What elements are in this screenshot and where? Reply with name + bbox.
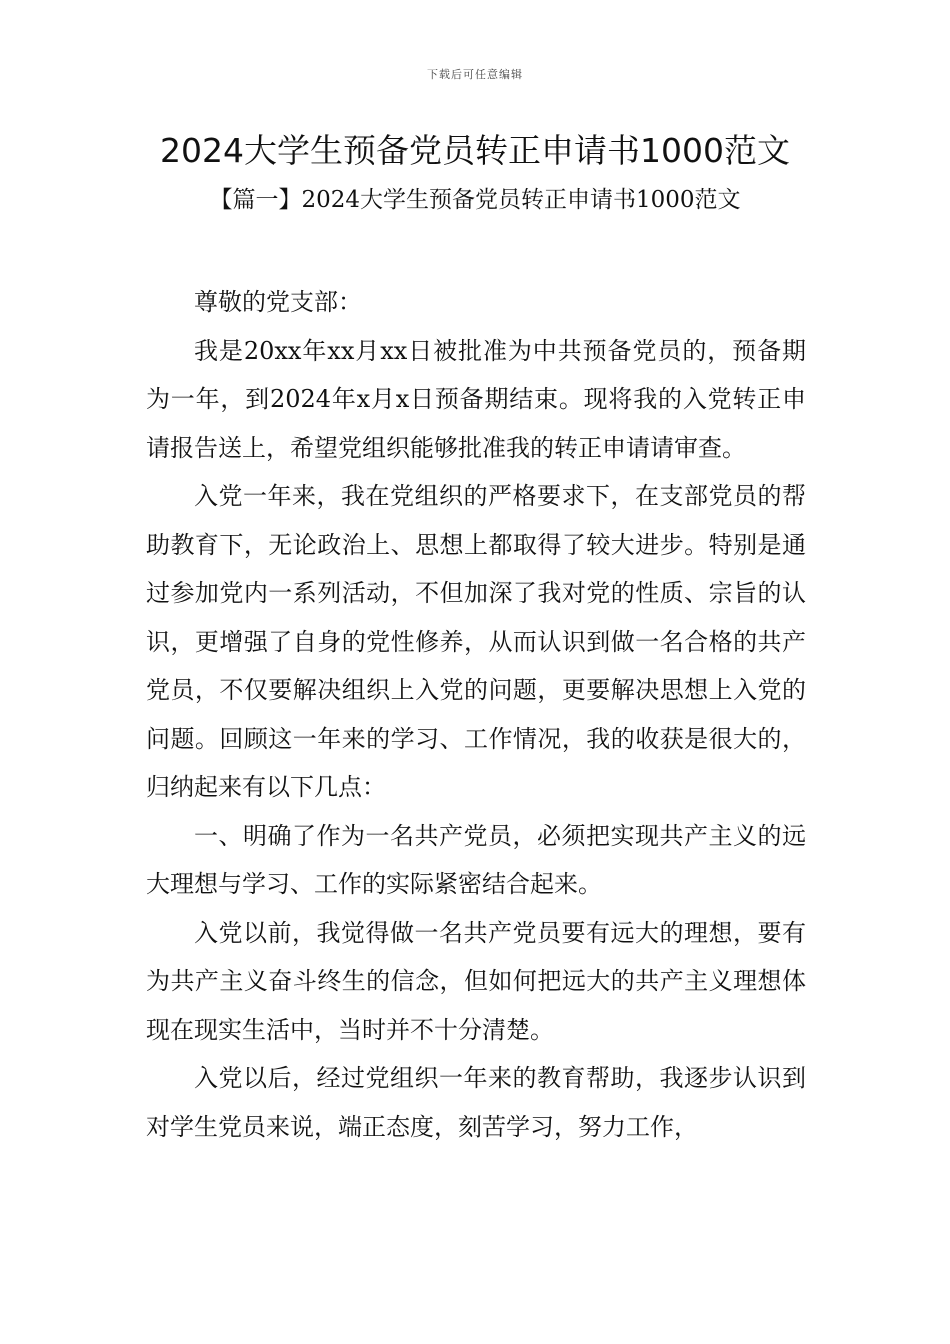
document-body	[146, 278, 806, 1151]
document-title: 2024大学生预备党员转正申请书1000范文	[160, 131, 790, 170]
body-paragraph: 入党以后，经过党组织一年来的教育帮助，我逐步认识到对学生党员来说，端正态度，刻苦学习，努力工作，	[146, 1064, 806, 1141]
header-note: 下载后可任意编辑	[427, 68, 523, 81]
document-subtitle: 【篇一】2024大学生预备党员转正申请书1000范文	[209, 187, 741, 213]
body-paragraph: 入党以前，我觉得做一名共产党员要有远大的理想，要有为共产主义奋斗终生的信念，但如何把远大的共产主义理想体现在现实生活中，当时并不十分清楚。	[146, 918, 806, 1044]
body-paragraph: 我是20xx年xx月xx日被批准为中共预备党员的，预备期为一年，到2024年x月x日预备期结束。现将我的入党转正申请报告送上，希望党组织能够批准我的转正申请请审查。	[146, 336, 806, 462]
body-paragraph: 入党一年来，我在党组织的严格要求下，在支部党员的帮助教育下，无论政治上、思想上都取得了较大进步。特别是通过参加党内一系列活动，不但加深了我对党的性质、宗旨的认识，更增强了自身的党性修养，从而认识到做一名合格的共产党员，不仅要解决组织上入党的问题，更要解决思想上入党的问题。回顾这一年来的学习、工作情况，我的收获是很大的，归纳起来有以下几点：	[146, 482, 806, 801]
salutation: 尊敬的党支部：	[194, 288, 362, 316]
body-paragraph: 一、明确了作为一名共产党员，必须把实现共产主义的远大理想与学习、工作的实际紧密结合起来。	[146, 821, 806, 898]
